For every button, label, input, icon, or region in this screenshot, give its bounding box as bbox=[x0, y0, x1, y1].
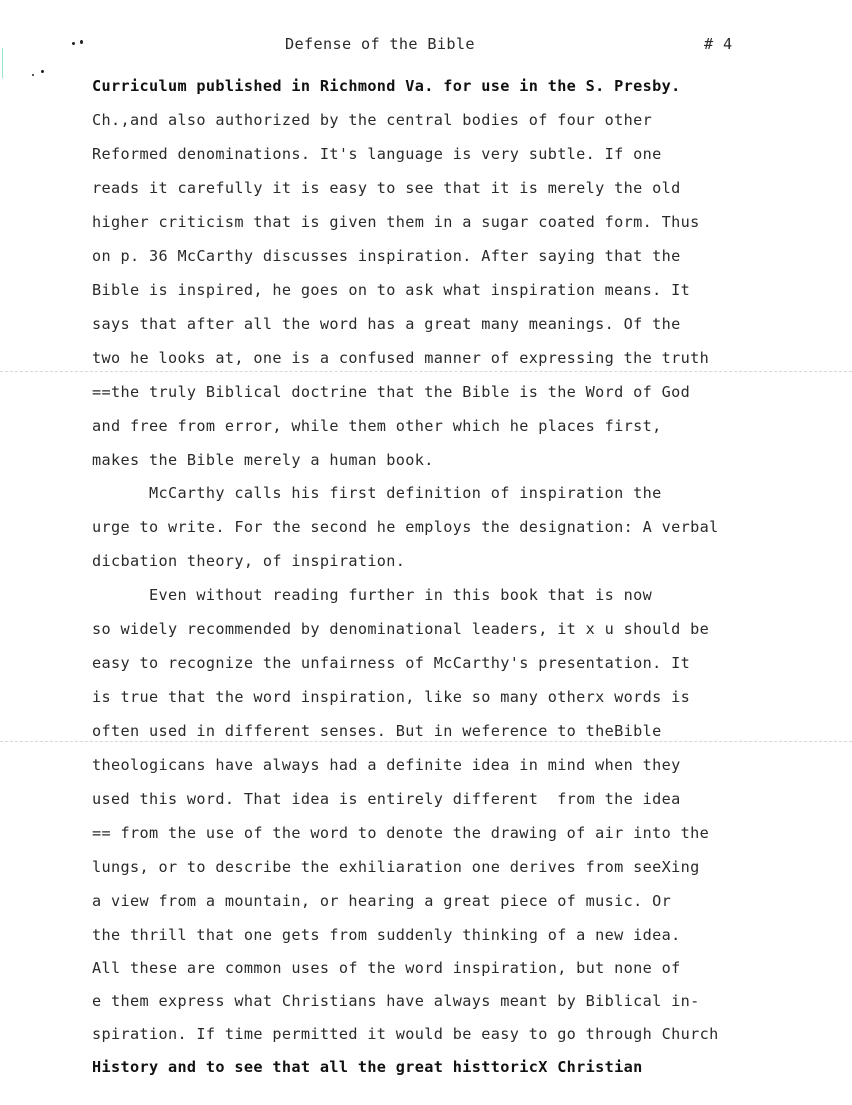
text-line: Even without reading further in this book that is now bbox=[92, 586, 653, 604]
text-line: Ch.,and also authorized by the central bodies of four other bbox=[92, 111, 653, 129]
text-line: dicbation theory, of inspiration. bbox=[92, 552, 406, 570]
text-line: two he looks at, one is a confused manner of expressing the truth bbox=[92, 349, 710, 367]
text-line: on p. 36 McCarthy discusses inspiration. After saying that the bbox=[92, 247, 681, 265]
text-line: e them express what Christians have always meant by Biblical in- bbox=[92, 992, 700, 1010]
text-line: theologicans have always had a definite idea in mind when they bbox=[92, 756, 681, 774]
text-line: urge to write. For the second he employs the designation: A verbal bbox=[92, 518, 719, 536]
text-line: All these are common uses of the word inspiration, but none of bbox=[92, 959, 681, 977]
text-line: so widely recommended by denominational leaders, it x u should be bbox=[92, 620, 710, 638]
text-line: reads it carefully it is easy to see that it is merely the old bbox=[92, 179, 681, 197]
text-line: often used in different senses. But in weference to theBible bbox=[92, 722, 662, 740]
text-line: McCarthy calls his first definition of inspiration the bbox=[92, 484, 662, 502]
text-line: == from the use of the word to denote the drawing of air into the bbox=[92, 824, 710, 842]
page-number: # 4 bbox=[704, 35, 733, 53]
scan-line bbox=[0, 741, 852, 742]
page-title: Defense of the Bible bbox=[285, 35, 475, 53]
text-line: the thrill that one gets from suddenly thinking of a new idea. bbox=[92, 926, 681, 944]
scan-line bbox=[0, 371, 852, 372]
text-line: a view from a mountain, or hearing a great piece of music. Or bbox=[92, 892, 672, 910]
text-line: Curriculum published in Richmond Va. for use in the S. Presby. bbox=[92, 77, 681, 95]
text-line: ==the truly Biblical doctrine that the Bible is the Word of God bbox=[92, 383, 691, 401]
stray-mark bbox=[41, 70, 44, 73]
scan-edge-mark bbox=[2, 48, 3, 78]
text-line: makes the Bible merely a human book. bbox=[92, 451, 434, 469]
text-line: Bible is inspired, he goes on to ask what inspiration means. It bbox=[92, 281, 691, 299]
text-line: higher criticism that is given them in a sugar coated form. Thus bbox=[92, 213, 700, 231]
text-line: used this word. That idea is entirely different from the idea bbox=[92, 790, 681, 808]
stray-mark bbox=[72, 42, 75, 45]
text-line: and free from error, while them other which he places first, bbox=[92, 417, 662, 435]
text-line: History and to see that all the great histtoricX Christian bbox=[92, 1058, 643, 1076]
text-line: lungs, or to describe the exhiliaration one derives from seeXing bbox=[92, 858, 700, 876]
text-line: says that after all the word has a great many meanings. Of the bbox=[92, 315, 681, 333]
stray-mark bbox=[80, 40, 83, 44]
stray-mark bbox=[32, 74, 34, 76]
text-line: spiration. If time permitted it would be easy to go through Church bbox=[92, 1025, 719, 1043]
text-line: is true that the word inspiration, like so many otherx words is bbox=[92, 688, 691, 706]
text-line: Reformed denominations. It's language is very subtle. If one bbox=[92, 145, 662, 163]
text-line: easy to recognize the unfairness of McCarthy's presentation. It bbox=[92, 654, 691, 672]
